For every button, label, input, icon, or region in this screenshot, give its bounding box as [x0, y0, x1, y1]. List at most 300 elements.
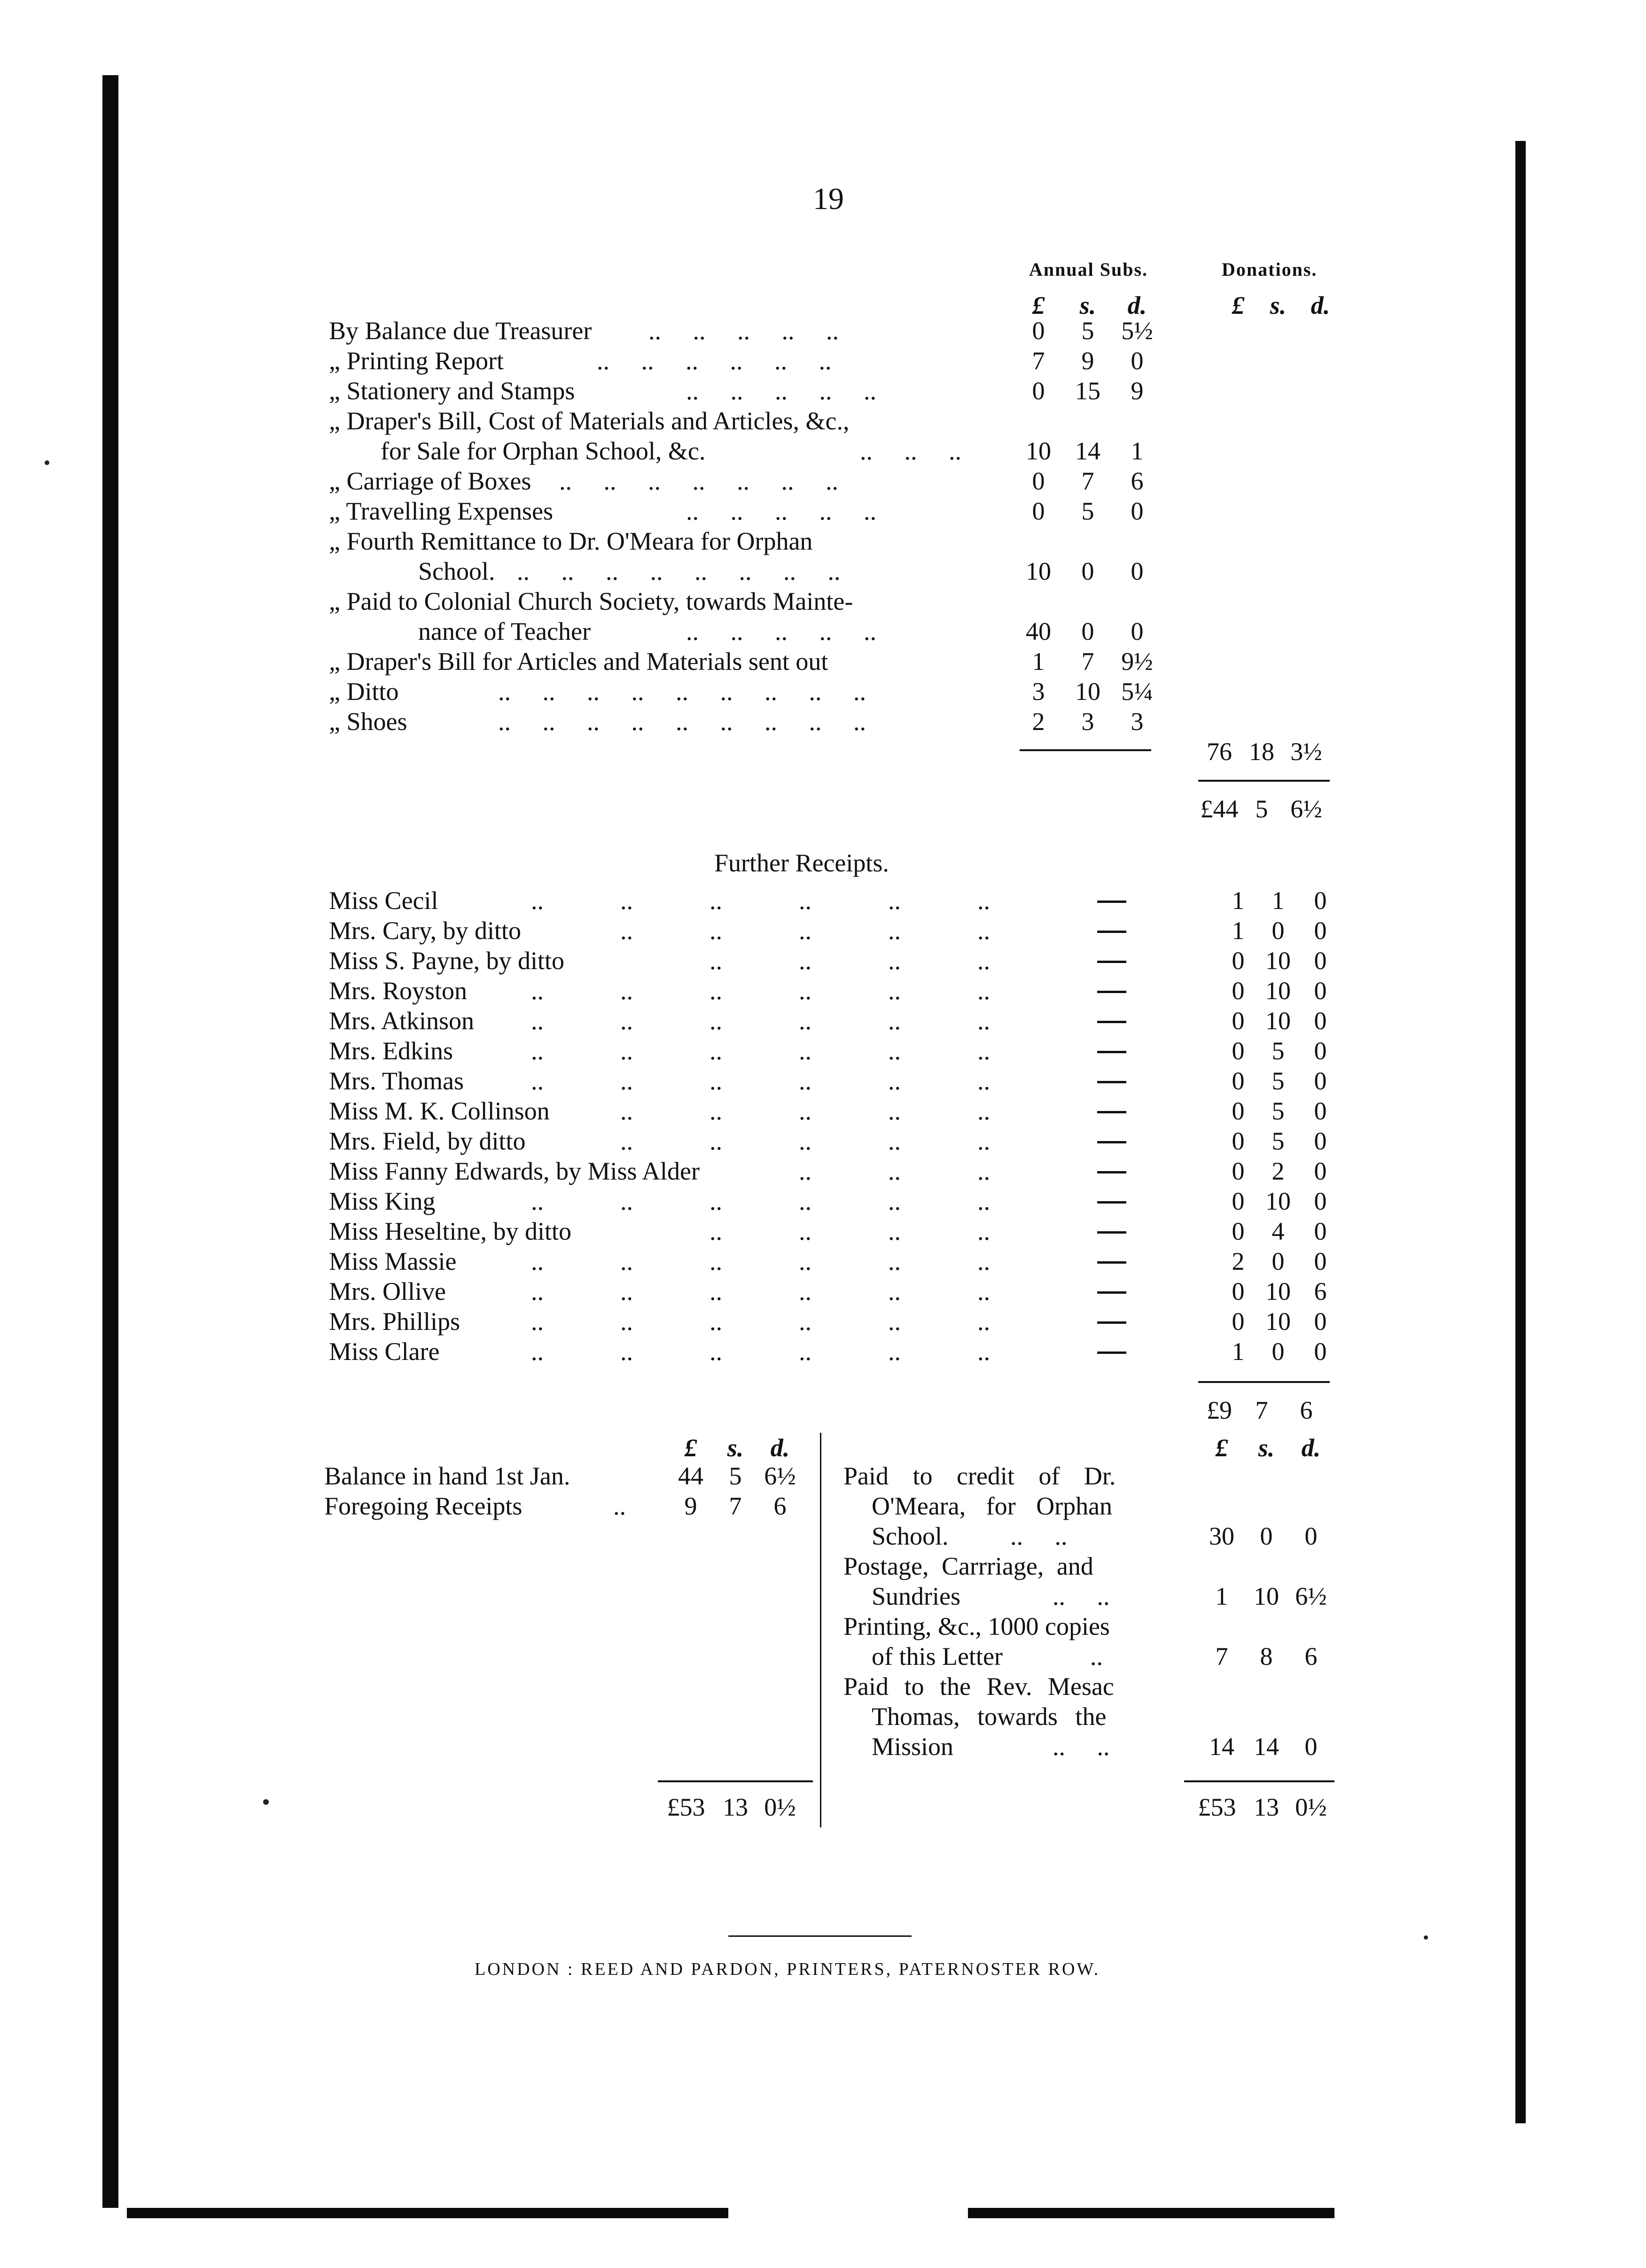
leader-dots: ..: [888, 947, 901, 975]
leader-dots: ..: [799, 947, 811, 975]
receipt-pounds: 0: [1232, 1307, 1245, 1336]
expenditure-shillings: 5: [1081, 317, 1094, 345]
receipt-pounds: 0: [1232, 1217, 1245, 1245]
expenditure-shillings: 7: [1081, 467, 1094, 495]
expenditure-label-continued: for Sale for Orphan School, &c.: [381, 437, 706, 465]
annual-pound-header: £: [1032, 291, 1045, 319]
receipt-shillings: 10: [1265, 947, 1291, 975]
receipt-pounds: 0: [1232, 1097, 1245, 1125]
leader-dots: ..: [888, 886, 901, 915]
expenditure-pence: 0: [1131, 617, 1144, 645]
receipt-shillings: 5: [1272, 1067, 1285, 1095]
summary-left-label: Balance in hand 1st Jan.: [324, 1462, 570, 1490]
summary-right-label-continued: Sundries: [872, 1582, 960, 1610]
expenditure-total-pounds: 76: [1207, 738, 1232, 766]
annual-subs-dash: [1097, 991, 1126, 993]
leader-dots: ..: [799, 1127, 811, 1155]
receipt-donor-name: Mrs. Cary, by ditto: [329, 917, 521, 945]
leader-dots: .. ..: [1053, 1582, 1110, 1610]
receipt-pounds: 1: [1232, 917, 1245, 945]
receipt-shillings: 4: [1272, 1217, 1285, 1245]
leader-dots: ..: [710, 1187, 722, 1215]
summary-right-pounds: 7: [1215, 1642, 1228, 1670]
scan-edge-bar-bottom: [127, 2208, 728, 2218]
receipt-pence: 0: [1314, 1337, 1327, 1366]
summary-right-shillings: 8: [1260, 1642, 1273, 1670]
expenditure-total-shillings: 18: [1249, 738, 1274, 766]
summary-left-total-shillings: 13: [723, 1793, 748, 1821]
receipt-pounds: 0: [1232, 1037, 1245, 1065]
receipt-shillings: 10: [1265, 1187, 1291, 1215]
summary-right-pence: 6½: [1295, 1582, 1327, 1610]
receipt-pounds: 0: [1232, 1187, 1245, 1215]
receipt-donor-name: Mrs. Royston: [329, 977, 468, 1005]
leader-dots: ..: [620, 1187, 633, 1215]
expenditure-label-continued: nance of Teacher: [418, 617, 591, 645]
expenditure-pounds: 0: [1032, 317, 1045, 345]
leader-dots: ..: [1090, 1642, 1103, 1670]
summary-right-total-pence: 0½: [1295, 1793, 1327, 1821]
leader-dots: ..: [799, 1187, 811, 1215]
leader-dots: ..: [799, 977, 811, 1005]
leader-dots: ..: [710, 1067, 722, 1095]
page-number: 19: [813, 182, 844, 216]
expenditure-label: „ Stationery and Stamps: [329, 377, 575, 405]
annual-subs-dash: [1097, 1351, 1126, 1354]
receipt-pounds: 0: [1232, 977, 1245, 1005]
summary-right-pence: 0: [1304, 1732, 1318, 1761]
summary-right-label-continued: Thomas, towards the: [872, 1702, 1107, 1731]
receipts-total-pounds: £9: [1207, 1396, 1232, 1424]
leader-dots: ..: [977, 1127, 990, 1155]
summary-left-total-pounds: £53: [667, 1793, 705, 1821]
expenditure-label: „ Paid to Colonial Church Society, towards Mainte-: [329, 587, 853, 615]
leader-dots: .. .. .. .. ..: [648, 317, 839, 345]
summary-right-label: Printing, &c., 1000 copies: [843, 1612, 1110, 1640]
annual-subs-dash: [1097, 1171, 1126, 1173]
leader-dots: ..: [531, 1247, 544, 1275]
donations-pound-header: £: [1232, 291, 1245, 319]
summary-left-pounds: 9: [684, 1492, 697, 1520]
leader-dots: ..: [531, 1337, 544, 1366]
expenditure-shillings: 3: [1081, 707, 1094, 736]
leader-dots: ..: [977, 1067, 990, 1095]
annual-subs-dash: [1097, 931, 1126, 933]
leader-dots: ..: [710, 917, 722, 945]
receipt-shillings: 5: [1272, 1097, 1285, 1125]
expenditure-pounds: 40: [1026, 617, 1051, 645]
receipt-shillings: 0: [1272, 1337, 1285, 1366]
expenditure-label: „ Travelling Expenses: [329, 497, 553, 525]
leader-dots: ..: [977, 1007, 990, 1035]
summary-left-shillings: 7: [729, 1492, 742, 1520]
receipt-donor-name: Mrs. Ollive: [329, 1277, 446, 1305]
summary-right-pence: 0: [1304, 1522, 1318, 1550]
receipt-pounds: 0: [1232, 1277, 1245, 1305]
receipt-shillings: 0: [1272, 917, 1285, 945]
receipt-donor-name: Mrs. Edkins: [329, 1037, 453, 1065]
leader-dots: ..: [799, 886, 811, 915]
leader-dots: ..: [888, 1217, 901, 1245]
leader-dots: ..: [977, 917, 990, 945]
leader-dots: ..: [620, 1067, 633, 1095]
expenditure-pounds: 10: [1026, 557, 1051, 585]
receipt-pence: 0: [1314, 1247, 1327, 1275]
expenditure-label: „ Printing Report: [329, 347, 504, 375]
balance-shillings: 5: [1255, 795, 1268, 823]
leader-dots: ..: [620, 1337, 633, 1366]
leader-dots: ..: [620, 1007, 633, 1035]
receipt-donor-name: Mrs. Thomas: [329, 1067, 464, 1095]
summary-right-pound-header: £: [1215, 1434, 1228, 1462]
donations-pence-header: d.: [1311, 291, 1330, 319]
leader-dots: ..: [710, 1037, 722, 1065]
balance-rule: [1198, 780, 1330, 782]
leader-dots: ..: [799, 1037, 811, 1065]
scan-edge-bar-right: [1515, 141, 1526, 2123]
receipt-pence: 0: [1314, 1127, 1327, 1155]
leader-dots: ..: [888, 1007, 901, 1035]
annual-subs-dash: [1097, 1261, 1126, 1264]
summary-right-label-continued: School.: [872, 1522, 949, 1550]
receipt-donor-name: Miss Fanny Edwards, by Miss Alder: [329, 1157, 700, 1185]
expenditure-shillings: 0: [1081, 617, 1094, 645]
expenditure-pounds: 10: [1026, 437, 1051, 465]
leader-dots: ..: [799, 1247, 811, 1275]
expenditure-pounds: 0: [1032, 467, 1045, 495]
receipt-pounds: 0: [1232, 1157, 1245, 1185]
expenditure-label: By Balance due Treasurer: [329, 317, 592, 345]
leader-dots: ..: [531, 1037, 544, 1065]
receipt-pence: 0: [1314, 1067, 1327, 1095]
summary-left-pence-header: d.: [770, 1434, 790, 1462]
receipt-pence: 0: [1314, 1007, 1327, 1035]
donations-header: Donations.: [1222, 259, 1318, 280]
annual-subs-dash: [1097, 1231, 1126, 1234]
donations-shilling-header: s.: [1270, 291, 1287, 319]
scan-edge-bar-bottom-right: [968, 2208, 1334, 2218]
receipt-donor-name: Miss S. Payne, by ditto: [329, 947, 565, 975]
summary-right-pounds: 14: [1209, 1732, 1234, 1761]
leader-dots: ..: [799, 1277, 811, 1305]
receipt-pence: 0: [1314, 1037, 1327, 1065]
leader-dots: .. .. .. .. .. ..: [597, 347, 832, 375]
annual-subs-dash: [1097, 1021, 1126, 1023]
summary-right-shillings: 10: [1254, 1582, 1279, 1610]
leader-dots: ..: [531, 886, 544, 915]
annual-subs-header: Annual Subs.: [1029, 259, 1148, 280]
leader-dots: .. .. .. .. .. .. .. ..: [517, 557, 841, 585]
expenditure-total-pence: 3½: [1290, 738, 1322, 766]
receipt-shillings: 10: [1265, 977, 1291, 1005]
leader-dots: ..: [710, 1277, 722, 1305]
summary-right-shilling-header: s.: [1258, 1434, 1275, 1462]
leader-dots: ..: [888, 1097, 901, 1125]
leader-dots: ..: [977, 947, 990, 975]
receipt-donor-name: Miss Clare: [329, 1337, 440, 1366]
leader-dots: ..: [977, 886, 990, 915]
receipts-total-rule: [1198, 1381, 1330, 1383]
expenditure-pounds: 7: [1032, 347, 1045, 375]
leader-dots: ..: [799, 1067, 811, 1095]
summary-right-label: Paid to credit of Dr.: [843, 1462, 1116, 1490]
annual-shilling-header: s.: [1079, 291, 1096, 319]
scan-speck: [45, 460, 49, 465]
leader-dots: ..: [710, 1097, 722, 1125]
leader-dots: .. .. .. .. ..: [686, 617, 876, 645]
leader-dots: ..: [620, 1097, 633, 1125]
leader-dots: ..: [799, 917, 811, 945]
leader-dots: ..: [620, 1307, 633, 1336]
leader-dots: ..: [977, 1157, 990, 1185]
receipt-donor-name: Miss M. K. Collinson: [329, 1097, 550, 1125]
leader-dots: .. .. .. .. .. .. .. .. ..: [498, 707, 866, 736]
annual-subs-dash: [1097, 1051, 1126, 1053]
leader-dots: ..: [799, 1307, 811, 1336]
leader-dots: ..: [613, 1492, 626, 1520]
receipt-shillings: 10: [1265, 1307, 1291, 1336]
leader-dots: ..: [531, 1067, 544, 1095]
receipt-shillings: 5: [1272, 1127, 1285, 1155]
leader-dots: ..: [888, 917, 901, 945]
receipt-pence: 0: [1314, 1187, 1327, 1215]
leader-dots: ..: [888, 1307, 901, 1336]
summary-right-total-shillings: 13: [1254, 1793, 1279, 1821]
expenditure-pounds: 0: [1032, 497, 1045, 525]
leader-dots: ..: [710, 977, 722, 1005]
leader-dots: ..: [710, 1247, 722, 1275]
expenditure-pounds: 3: [1032, 677, 1045, 706]
expenditure-pence: 0: [1131, 347, 1144, 375]
annual-subs-dash: [1097, 1141, 1126, 1143]
receipt-pounds: 0: [1232, 1127, 1245, 1155]
leader-dots: ..: [977, 1217, 990, 1245]
expenditure-pence: 5½: [1121, 317, 1153, 345]
receipt-pence: 6: [1314, 1277, 1327, 1305]
receipt-pence: 0: [1314, 947, 1327, 975]
leader-dots: ..: [888, 1247, 901, 1275]
leader-dots: ..: [888, 1067, 901, 1095]
receipt-donor-name: Miss Massie: [329, 1247, 457, 1275]
expenditure-pence: 3: [1131, 707, 1144, 736]
summary-left-total-pence: 0½: [764, 1793, 796, 1821]
receipts-total-shillings: 7: [1255, 1396, 1268, 1424]
annual-subs-dash: [1097, 1291, 1126, 1294]
leader-dots: ..: [888, 1187, 901, 1215]
receipt-pounds: 0: [1232, 1007, 1245, 1035]
summary-right-pounds: 1: [1215, 1582, 1228, 1610]
leader-dots: .. ..: [1010, 1522, 1068, 1550]
expenditure-label: „ Ditto: [329, 677, 399, 706]
summary-left-pounds: 44: [678, 1462, 703, 1490]
annual-subs-dash: [1097, 901, 1126, 903]
summary-right-total-pounds: £53: [1198, 1793, 1236, 1821]
leader-dots: ..: [620, 1277, 633, 1305]
leader-dots: ..: [888, 1277, 901, 1305]
expenditure-pence: 0: [1131, 497, 1144, 525]
summary-left-pound-header: £: [684, 1434, 697, 1462]
receipt-shillings: 2: [1272, 1157, 1285, 1185]
expenditure-pence: 0: [1131, 557, 1144, 585]
leader-dots: ..: [710, 886, 722, 915]
summary-left-pence: 6½: [764, 1462, 796, 1490]
expenditure-shillings: 0: [1081, 557, 1094, 585]
expenditure-shillings: 5: [1081, 497, 1094, 525]
annual-subs-dash: [1097, 1081, 1126, 1083]
receipts-total-pence: 6: [1300, 1396, 1313, 1424]
balance-pounds: £44: [1200, 795, 1239, 823]
expenditure-pounds: 0: [1032, 377, 1045, 405]
summary-right-pounds: 30: [1209, 1522, 1234, 1550]
receipt-pence: 0: [1314, 1157, 1327, 1185]
leader-dots: ..: [710, 947, 722, 975]
leader-dots: ..: [977, 1307, 990, 1336]
leader-dots: ..: [799, 1157, 811, 1185]
expenditure-label-continued: School.: [418, 557, 495, 585]
printer-imprint: LONDON : REED AND PARDON, PRINTERS, PATERNOSTER ROW.: [475, 1959, 1100, 1979]
receipt-donor-name: Mrs. Atkinson: [329, 1007, 475, 1035]
expenditure-label: „ Draper's Bill, Cost of Materials and Articles, &c.,: [329, 407, 850, 435]
summary-left-pence: 6: [773, 1492, 787, 1520]
summary-right-label-continued: O'Meara, for Orphan: [872, 1492, 1113, 1520]
leader-dots: ..: [888, 1037, 901, 1065]
receipt-pounds: 0: [1232, 947, 1245, 975]
expenditure-pence: 1: [1131, 437, 1144, 465]
expenditure-subtotal-rule: [1020, 749, 1151, 751]
receipt-pence: 0: [1314, 1097, 1327, 1125]
receipt-pence: 0: [1314, 1307, 1327, 1336]
leader-dots: .. .. ..: [860, 437, 961, 465]
expenditure-shillings: 7: [1081, 647, 1094, 676]
summary-divider: [820, 1433, 821, 1827]
leader-dots: ..: [977, 1037, 990, 1065]
expenditure-label: „ Carriage of Boxes: [329, 467, 531, 495]
annual-subs-dash: [1097, 961, 1126, 963]
leader-dots: ..: [710, 1307, 722, 1336]
leader-dots: ..: [620, 1127, 633, 1155]
receipt-shillings: 5: [1272, 1037, 1285, 1065]
receipt-pence: 0: [1314, 886, 1327, 915]
expenditure-pence: 6: [1131, 467, 1144, 495]
receipt-shillings: 1: [1272, 886, 1285, 915]
receipt-shillings: 10: [1265, 1277, 1291, 1305]
leader-dots: .. .. .. .. .. .. ..: [559, 467, 838, 495]
balance-pence: 6½: [1290, 795, 1322, 823]
receipt-donor-name: Mrs. Phillips: [329, 1307, 460, 1336]
summary-right-label-continued: Mission: [872, 1732, 954, 1761]
annual-pence-header: d.: [1127, 291, 1147, 319]
receipt-shillings: 0: [1272, 1247, 1285, 1275]
expenditure-pence: 9: [1131, 377, 1144, 405]
scan-binding-bar-left: [102, 75, 118, 2208]
leader-dots: ..: [977, 1097, 990, 1125]
receipt-donor-name: Miss King: [329, 1187, 436, 1215]
expenditure-label: „ Fourth Remittance to Dr. O'Meara for Orphan: [329, 527, 813, 555]
annual-subs-dash: [1097, 1201, 1126, 1204]
leader-dots: ..: [531, 1187, 544, 1215]
expenditure-pounds: 2: [1032, 707, 1045, 736]
summary-right-shillings: 14: [1254, 1732, 1279, 1761]
expenditure-label: „ Shoes: [329, 707, 407, 736]
leader-dots: ..: [620, 1247, 633, 1275]
receipt-pence: 0: [1314, 977, 1327, 1005]
scan-speck: [1424, 1935, 1428, 1940]
leader-dots: ..: [710, 1127, 722, 1155]
leader-dots: ..: [799, 1217, 811, 1245]
receipt-pounds: 1: [1232, 1337, 1245, 1366]
leader-dots: ..: [977, 977, 990, 1005]
leader-dots: ..: [531, 1007, 544, 1035]
leader-dots: ..: [620, 977, 633, 1005]
annual-subs-dash: [1097, 1321, 1126, 1324]
leader-dots: ..: [531, 1277, 544, 1305]
footer-rule: [728, 1935, 912, 1937]
leader-dots: .. .. .. .. ..: [686, 377, 876, 405]
summary-right-label-continued: of this Letter: [872, 1642, 1003, 1670]
expenditure-pence: 9½: [1121, 647, 1153, 676]
leader-dots: .. ..: [1053, 1732, 1110, 1761]
annual-subs-dash: [1097, 1111, 1126, 1113]
expenditure-pounds: 1: [1032, 647, 1045, 676]
leader-dots: ..: [799, 1337, 811, 1366]
expenditure-shillings: 10: [1075, 677, 1100, 706]
summary-left-shillings: 5: [729, 1462, 742, 1490]
summary-right-total-rule: [1184, 1780, 1334, 1782]
leader-dots: ..: [888, 1337, 901, 1366]
leader-dots: .. .. .. .. ..: [686, 497, 876, 525]
receipt-donor-name: Miss Cecil: [329, 886, 438, 915]
receipt-shillings: 10: [1265, 1007, 1291, 1035]
expenditure-shillings: 15: [1075, 377, 1100, 405]
receipt-pence: 0: [1314, 917, 1327, 945]
summary-left-total-rule: [658, 1780, 813, 1782]
summary-left-shilling-header: s.: [727, 1434, 744, 1462]
receipt-pounds: 0: [1232, 1067, 1245, 1095]
leader-dots: .. .. .. .. .. .. .. .. ..: [498, 677, 866, 706]
leader-dots: ..: [531, 977, 544, 1005]
leader-dots: ..: [977, 1187, 990, 1215]
leader-dots: ..: [977, 1277, 990, 1305]
summary-right-pence-header: d.: [1301, 1434, 1321, 1462]
further-receipts-title: Further Receipts.: [714, 849, 889, 877]
expenditure-shillings: 9: [1081, 347, 1094, 375]
leader-dots: ..: [888, 1157, 901, 1185]
leader-dots: ..: [888, 1127, 901, 1155]
expenditure-label: „ Draper's Bill for Articles and Materials sent out: [329, 647, 828, 676]
receipt-pence: 0: [1314, 1217, 1327, 1245]
summary-right-shillings: 0: [1260, 1522, 1273, 1550]
summary-right-label: Postage, Carrriage, and: [843, 1552, 1093, 1580]
scan-speck: [263, 1799, 269, 1805]
leader-dots: ..: [977, 1337, 990, 1366]
leader-dots: ..: [620, 886, 633, 915]
expenditure-shillings: 14: [1075, 437, 1100, 465]
leader-dots: ..: [710, 1337, 722, 1366]
leader-dots: ..: [620, 917, 633, 945]
receipt-donor-name: Miss Heseltine, by ditto: [329, 1217, 571, 1245]
receipt-donor-name: Mrs. Field, by ditto: [329, 1127, 526, 1155]
leader-dots: ..: [977, 1247, 990, 1275]
summary-right-pence: 6: [1304, 1642, 1318, 1670]
leader-dots: ..: [799, 1097, 811, 1125]
leader-dots: ..: [799, 1007, 811, 1035]
receipt-pounds: 1: [1232, 886, 1245, 915]
leader-dots: ..: [620, 1037, 633, 1065]
summary-left-label: Foregoing Receipts: [324, 1492, 523, 1520]
leader-dots: ..: [888, 977, 901, 1005]
leader-dots: ..: [710, 1007, 722, 1035]
expenditure-pence: 5¼: [1121, 677, 1153, 706]
